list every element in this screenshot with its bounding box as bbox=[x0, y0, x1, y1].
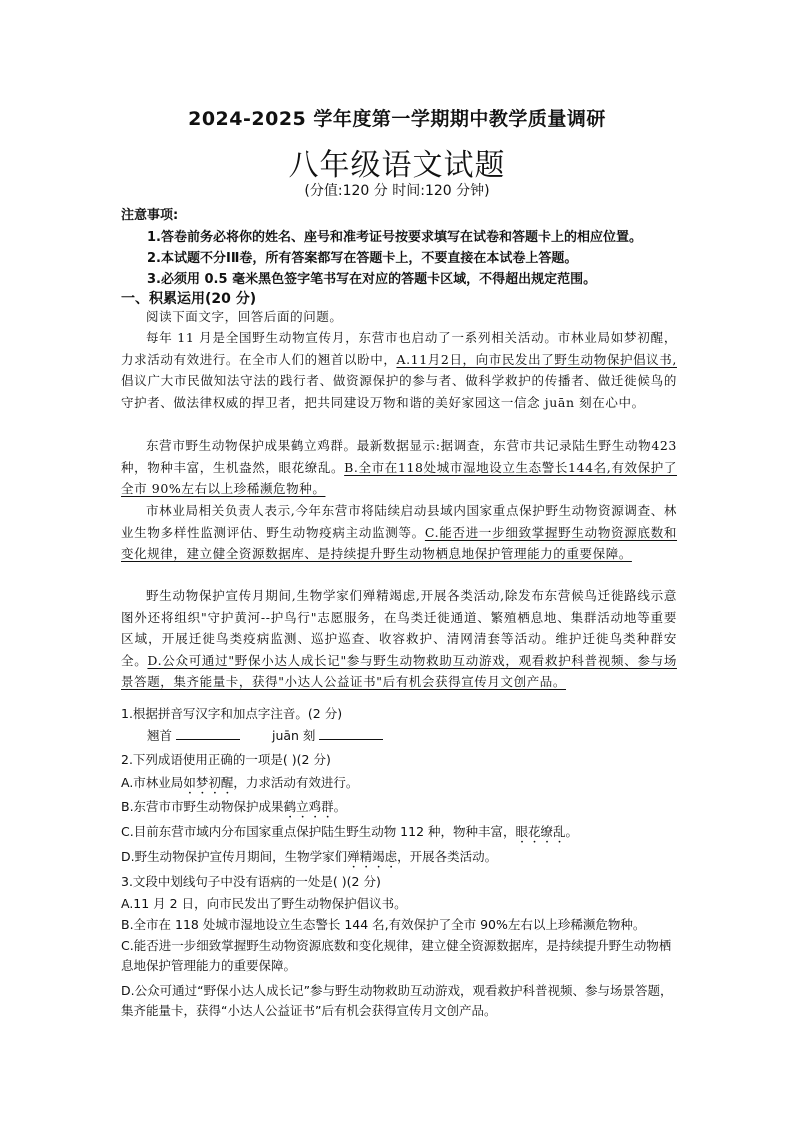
passage-intro bbox=[121, 306, 677, 328]
passage-intro-text: 阅读下面文字，回答后面的问题。 bbox=[146, 309, 343, 324]
question-1-stem: 1.根据拼音写汉字和加点字注音。(2 分) bbox=[121, 706, 343, 721]
paragraph-text: 野生动物保护宣传月期间,生物学家们殚精竭虑,开展各类活动,除发布东营候鸟迁徙路线示意图外还将组织"守护黄河--护鸟行"志愿服务，在鸟类迁徙通道、繁殖栖息地、集群活动地等重要区域，开展迁徙鸟类疫病监测、巡护巡查、收容救护、清网清套等活动。维护迁徙鸟类种群安全。 bbox=[121, 588, 677, 668]
paragraph-text: 倡议广大市民做知法守法的践行者、做资源保护的参与者、做科学救护的传播者、做迁徙候鸟的守护者、做法律权威的捍卫者，把共同建设万物和谐的美好家园这一信念 juān 刻在心中。 bbox=[121, 373, 677, 410]
q3-option-a: A.11 月 2 日，向市民发出了野生动物保护倡议书。 bbox=[121, 896, 407, 911]
question-2-stem: 2.下列成语使用正确的一项是( )(2 分) bbox=[121, 752, 331, 767]
answer-blank[interactable] bbox=[176, 727, 240, 740]
question-3-stem: 3.文段中划线句子中没有语病的一处是( )(2 分) bbox=[121, 874, 381, 889]
dotted-idiom: 眼花缭乱 bbox=[515, 824, 566, 839]
note-item: 1.答卷前务必将你的姓名、座号和准考证号按要求填写在试卷和答题卡上的相应位置。 bbox=[147, 230, 642, 245]
q2-option-b bbox=[121, 797, 677, 821]
paragraph-text: 市林业局相关负责人表示,今年东营市将陆续启动县域内国家重点保护野生动物资源调查、林业生物多样性监测评估、野生动物疫病主动监测等。 bbox=[121, 503, 677, 540]
dotted-idiom: 殚精竭虑 bbox=[347, 849, 398, 864]
q2-option-a bbox=[121, 773, 677, 797]
exam-subject-title: 八年级语文试题 bbox=[288, 148, 506, 183]
option-text: 。 bbox=[565, 824, 579, 839]
q1-item-b: juān 刻 bbox=[271, 728, 316, 743]
q1-item-a: 翘首 bbox=[147, 728, 173, 743]
option-text: D.野生动物保护宣传月期间，生物学家们 bbox=[121, 849, 348, 864]
note-item: 2.本试题不分ⅠⅡ卷，所有答案都写在答题卡上，不要直接在本试卷上答题。 bbox=[147, 251, 578, 266]
notes-heading: 注意事项: bbox=[121, 208, 179, 223]
option-text: C.目前东营市域内分布国家重点保护陆生野生动物 112 种，物种丰富， bbox=[121, 824, 516, 839]
underlined-sentence-b: B.全市在118处城市湿地设立生态警长144名,有效保护了全市 90%左右以上珍稀濒危物种。 bbox=[121, 459, 677, 497]
passage-paragraph-3 bbox=[121, 500, 677, 565]
option-text: B.东营市市野生动物保护成果 bbox=[121, 799, 284, 814]
answer-blank[interactable] bbox=[319, 727, 383, 740]
passage-paragraph-2 bbox=[121, 435, 677, 500]
underlined-sentence-a: A.11月2日，向市民发出了野生动物保护倡议书, bbox=[396, 351, 677, 367]
exam-term-title: 2024-2025 学年度第一学期期中教学质量调研 bbox=[188, 108, 606, 130]
paragraph-text: 每年 11 月是全国野生动物宣传月，东营市也启动了一系列相关活动。市林业局如梦初醒，力求活动有效进行。在全市人们的翘首以盼中， bbox=[121, 330, 677, 367]
option-text: ，力求活动有效进行。 bbox=[233, 775, 359, 790]
question-1-items bbox=[147, 726, 703, 746]
option-text: A.市林业局 bbox=[121, 775, 184, 790]
q3-option-c: C.能否进一步细致掌握野生动物资源底数和变化规律，建立健全资源数据库，是持续提升野生动物栖息地保护管理能力的重要保障。 bbox=[121, 938, 672, 973]
underlined-sentence-d: D.公众可通过"野保小达人成长记"参与野生动物救助互动游戏，观看救护科普视频、参与场景答题，集齐能量卡，获得"小达人公益证书"后有机会获得宣传月文创产品。 bbox=[121, 652, 677, 690]
q3-option-b: B.全市在 118 处城市湿地设立生态警长 144 名,有效保护了全市 90%左右以上珍稀濒危物种。 bbox=[121, 917, 646, 932]
dotted-idiom: 如梦初醒 bbox=[183, 775, 234, 790]
underlined-sentence-c: C.能否进一步细致掌握野生动物资源底数和变化规律，建立健全资源数据库、是持续提升野生动物栖息地保护管理能力的重要保障。 bbox=[121, 524, 678, 562]
paragraph-text: 东营市野生动物保护成果鹤立鸡群。最新数据显示:据调查，东营市共记录陆生野生动物423种，物种丰富，生机盎然，眼花缭乱。 bbox=[121, 438, 677, 475]
note-item: 3.必须用 0.5 毫米黑色签字笔书写在对应的答题卡区域，不得超出规定范围。 bbox=[147, 272, 597, 287]
q2-option-c bbox=[121, 822, 677, 846]
option-text: ，开展各类活动。 bbox=[397, 849, 498, 864]
dotted-idiom: 鹤立鸡群 bbox=[283, 799, 334, 814]
q3-option-d: D.公众可通过“野保小达人成长记”参与野生动物救助互动游戏，观看救护科普视频、参与场景答题，集齐能量卡，获得“小达人公益证书”后有机会获得宣传月文创产品。 bbox=[121, 983, 673, 1018]
exam-score-time: (分值:120 分 时间:120 分钟) bbox=[304, 183, 490, 199]
section-heading: 一、积累运用(20 分) bbox=[121, 291, 257, 307]
passage-paragraph-4 bbox=[121, 585, 677, 693]
q2-option-d bbox=[121, 847, 677, 871]
option-text: 。 bbox=[333, 799, 347, 814]
passage-paragraph-1 bbox=[121, 327, 677, 413]
